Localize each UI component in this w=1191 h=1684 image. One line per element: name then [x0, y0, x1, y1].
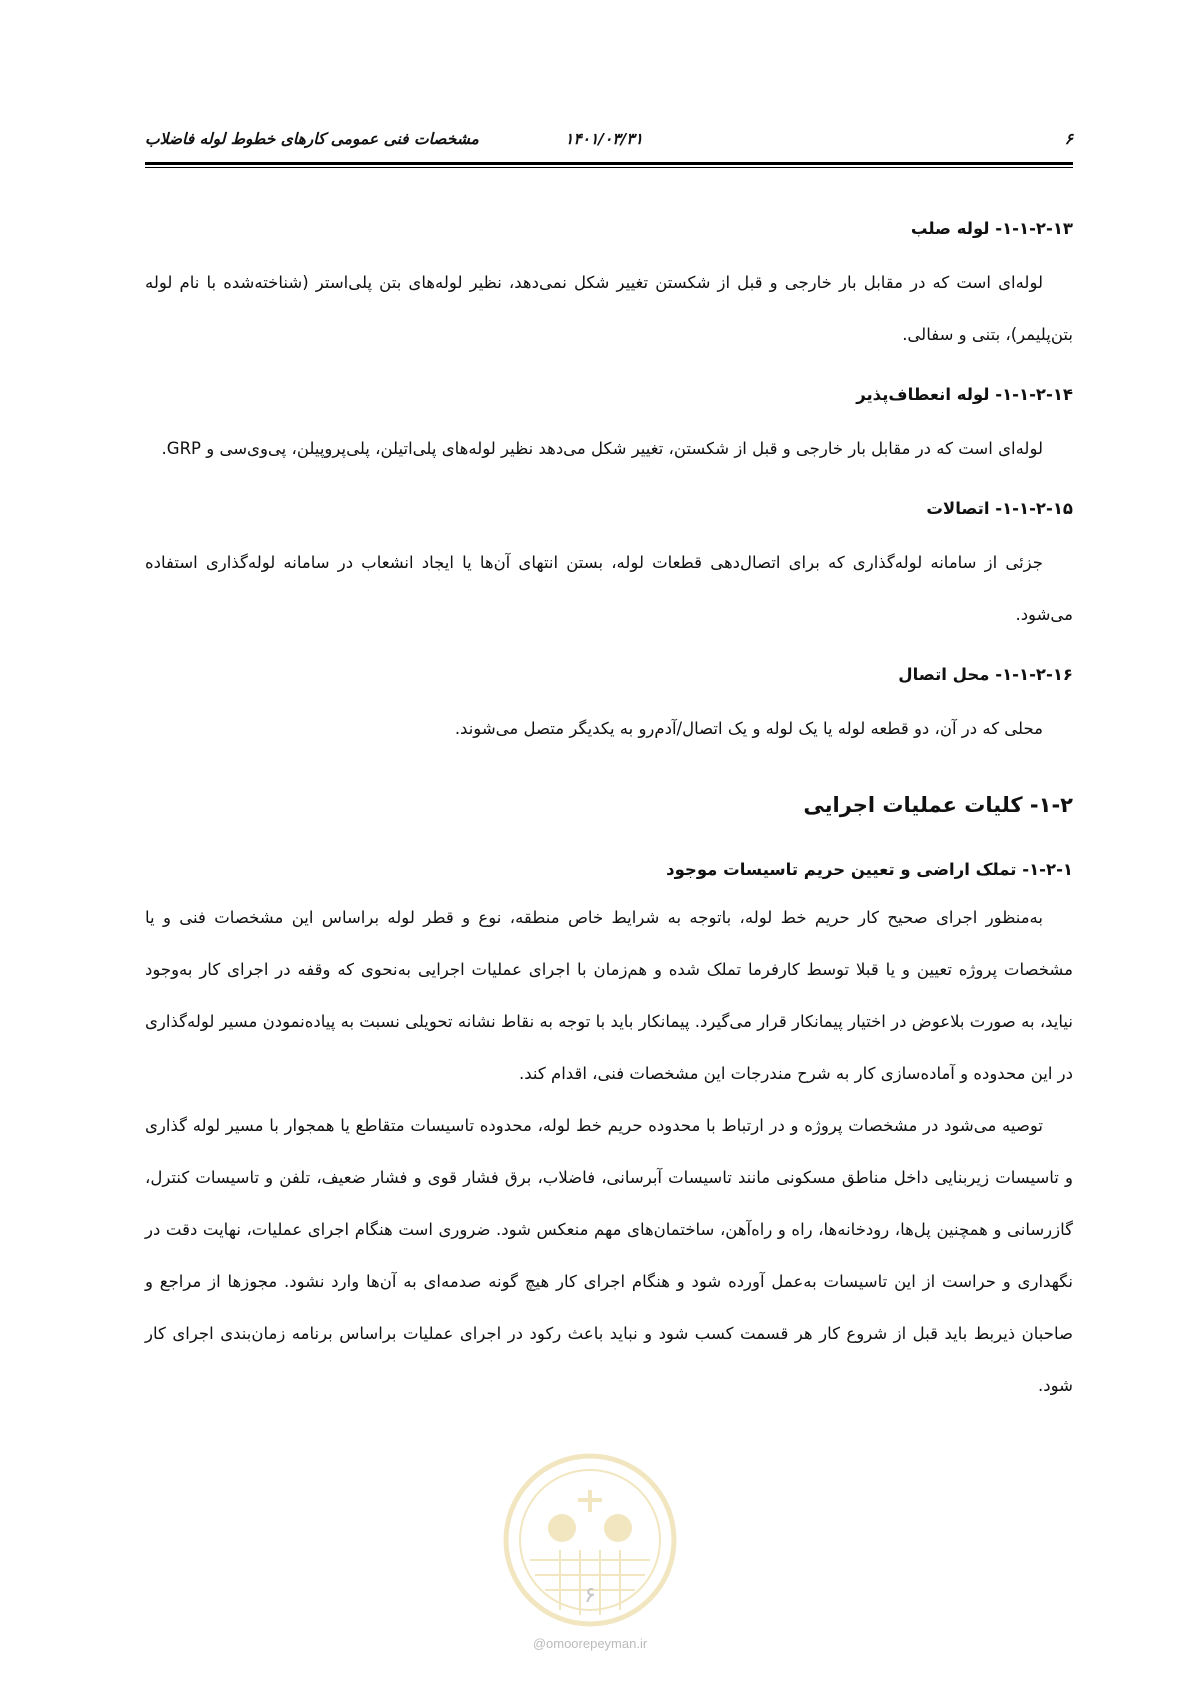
watermark-seal — [500, 1450, 680, 1630]
section-heading-14: ۱-۱-۲-۱۴- لوله انعطاف‌پذیر — [856, 385, 1073, 404]
section-paragraph-1: به‌منظور اجرای صحیح کار حریم خط لوله، باتوجه به شرایط خاص منطقه، نوع و قطر لوله براساس این مشخصات فنی و یا مشخصات پروژه تعیین و یا قبلا توسط کارفرما تملک شده و هم‌زمان با اجرای عملیات اجرایی به‌نحوی که وقفه در اجرای کار به‌وجود نیاید، به صورت بلاعوض در اختیار پیمانکار قرار می‌گیرد. پیمانکار باید با توجه به نقاط نشانه تحویلی نسبت به پیاده‌نمودن مسیر لوله‌گذاری در این محدوده و آماده‌سازی کار به شرح مندرجات این مشخصات فنی، اقدام کند. — [145, 908, 1073, 1083]
section-heading-1-2-1: ۱-۲-۱- تملک اراضی و تعیین حریم تاسیسات موجود — [666, 860, 1073, 879]
header-date: ۱۴۰۱/۰۳/۳۱ — [565, 130, 643, 148]
watermark-page-number: ۶ — [584, 1583, 596, 1608]
header-rule-thin — [145, 167, 1073, 168]
section-text-16: محلی که در آن، دو قطعه لوله یا یک لوله و یک اتصال/آدم‌رو به یکدیگر متصل می‌شوند. — [454, 719, 1043, 738]
document-body — [145, 214, 1073, 1412]
section-text-13: لوله‌ای است که در مقابل بار خارجی و قبل از شکستن تغییر شکل نمی‌دهد، نظیر لوله‌های بتن پلی‌استر (شناخته‌شده با نام لوله بتن‌پلیمر)، بتنی و سفالی. — [145, 273, 1073, 344]
section-paragraph-2: توصیه می‌شود در مشخصات پروژه و در ارتباط با محدوده حریم خط لوله، محدوده تاسیسات متقاطع یا همجوار با مسیر لوله گذاری و تاسیسات زیربنایی داخل مناطق مسکونی مانند تاسیسات آبرسانی، فاضلاب، برق فشار قوی و فشار ضعیف، تلفن و تاسیسات کنترل، گازرسانی و همچنین پل‌ها، رودخانه‌ها، راه و راه‌آهن، ساختمان‌های مهم منعکس شود. ضروری است هنگام اجرای عملیات، نهایت دقت در نگهداری و حراست از این تاسیسات به‌عمل آورده شود و هنگام اجرای کار هیچ گونه صدمه‌ای به آن‌ها وارد نشود. مجوزها از مراجع و صاحبان ذیربط باید قبل از شروع کار هر قسمت کسب شود و نباید باعث رکود در اجرای عملیات براساس برنامه زمان‌بندی اجرای کار شود. — [145, 1116, 1073, 1395]
section-text-15: جزئی از سامانه لوله‌گذاری که برای اتصال‌دهی قطعات لوله، بستن انتهای آن‌ها یا ایجاد انشعاب در سامانه لوله‌گذاری استفاده می‌شود. — [145, 553, 1073, 624]
section-heading-16: ۱-۱-۲-۱۶- محل اتصال — [898, 665, 1073, 684]
section-heading-15: ۱-۱-۲-۱۵- اتصالات — [926, 499, 1073, 518]
section-heading-13: ۱-۱-۲-۱۳- لوله صلب — [910, 219, 1073, 238]
header-title: مشخصات فنی عمومی کارهای خطوط لوله فاضلاب — [145, 130, 479, 148]
header-rule-thick — [145, 162, 1073, 165]
page-header — [145, 122, 1073, 162]
section-text-14: لوله‌ای است که در مقابل بار خارجی و قبل از شکستن، تغییر شکل می‌دهد نظیر لوله‌های پلی‌اتیلن، پلی‌پروپیلن، پی‌وی‌سی و GRP. — [161, 439, 1043, 458]
section-heading-1-2: ۱-۲- کلیات عملیات اجرایی — [803, 793, 1073, 817]
watermark-url: @omoorepeyman.ir — [532, 1636, 648, 1651]
header-page-number: ۶ — [1064, 130, 1073, 148]
